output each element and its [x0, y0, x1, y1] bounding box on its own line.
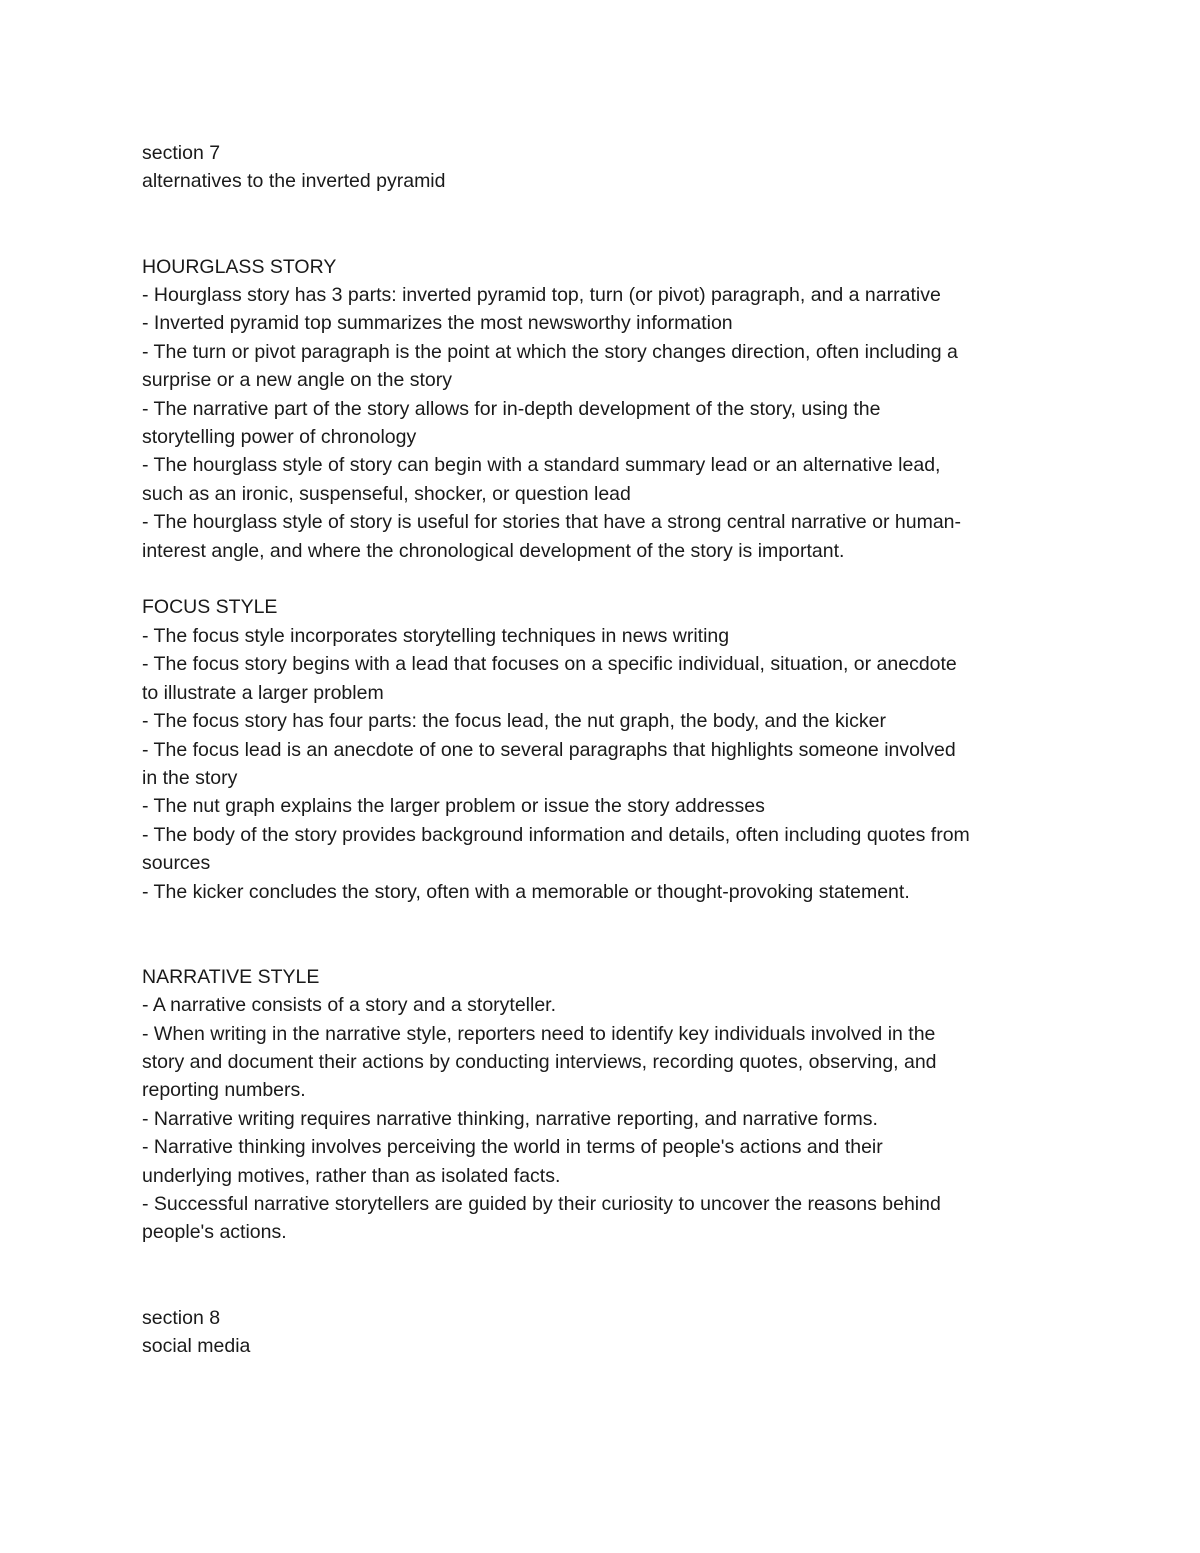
narrative-line: - Narrative thinking involves perceiving the world in terms of people's actions and their — [142, 1136, 883, 1159]
section-7-subtitle: alternatives to the inverted pyramid — [142, 170, 446, 193]
hourglass-line: - Hourglass story has 3 parts: inverted pyramid top, turn (or pivot) paragraph, and a narrative — [142, 284, 941, 307]
hourglass-section — [142, 253, 1072, 565]
focus-line: - The body of the story provides background information and details, often including quotes from — [142, 823, 970, 846]
focus-line: - The kicker concludes the story, often with a memorable or thought-provoking statement. — [142, 880, 910, 903]
focus-line: in the story — [142, 766, 238, 789]
focus-line: - The focus story has four parts: the focus lead, the nut graph, the body, and the kicker — [142, 710, 886, 733]
section-8-subtitle: social media — [142, 1335, 251, 1357]
section-7-heading: section 7 — [142, 142, 221, 164]
focus-section — [142, 593, 1072, 905]
hourglass-line: storytelling power of chronology — [142, 426, 417, 449]
hourglass-line: surprise or a new angle on the story — [142, 369, 453, 392]
focus-line: - The focus story begins with a lead that focuses on a specific individual, situation, or anecdote — [142, 653, 957, 676]
hourglass-title: HOURGLASS STORY — [142, 255, 337, 278]
focus-line: sources — [142, 852, 211, 875]
hourglass-line: - The narrative part of the story allows for in-depth development of the story, using the — [142, 397, 881, 420]
section-8-heading: section 8 — [142, 1306, 221, 1329]
focus-line: - The nut graph explains the larger problem or issue the story addresses — [142, 795, 765, 818]
focus-title: FOCUS STYLE — [142, 596, 278, 619]
narrative-title: NARRATIVE STYLE — [142, 965, 320, 988]
hourglass-line: interest angle, and where the chronological development of the story is important. — [142, 539, 845, 562]
spacer — [142, 196, 1072, 253]
narrative-line: - When writing in the narrative style, reporters need to identify key individuals involved in the — [142, 1022, 936, 1045]
hourglass-line: - The hourglass style of story is useful for stories that have a strong central narrative or human- — [142, 511, 962, 534]
narrative-line: reporting numbers. — [142, 1079, 306, 1102]
hourglass-line: - Inverted pyramid top summarizes the most newsworthy information — [142, 312, 733, 335]
narrative-section — [142, 963, 1072, 1247]
hourglass-line: - The turn or pivot paragraph is the point at which the story changes direction, often including a — [142, 340, 958, 363]
narrative-line: - Successful narrative storytellers are guided by their curiosity to uncover the reasons behind — [142, 1192, 941, 1215]
narrative-line: - Narrative writing requires narrative thinking, narrative reporting, and narrative forms. — [142, 1107, 878, 1130]
narrative-line: - A narrative consists of a story and a storyteller. — [142, 994, 557, 1017]
spacer — [142, 906, 1072, 963]
focus-line: - The focus style incorporates storytelling techniques in news writing — [142, 624, 730, 647]
hourglass-line: - The hourglass style of story can begin with a standard summary lead or an alternative lead, — [142, 454, 941, 477]
narrative-line: story and document their actions by conducting interviews, recording quotes, observing, and — [142, 1050, 937, 1073]
narrative-line: underlying motives, rather than as isolated facts. — [142, 1164, 561, 1187]
focus-line: - The focus lead is an anecdote of one to several paragraphs that highlights someone involved — [142, 738, 956, 761]
document-page — [142, 139, 1072, 1360]
hourglass-line: such as an ironic, suspenseful, shocker, or question lead — [142, 482, 631, 505]
focus-line: to illustrate a larger problem — [142, 681, 384, 704]
spacer — [142, 1247, 1072, 1304]
spacer — [142, 565, 1072, 593]
narrative-line: people's actions. — [142, 1221, 287, 1244]
